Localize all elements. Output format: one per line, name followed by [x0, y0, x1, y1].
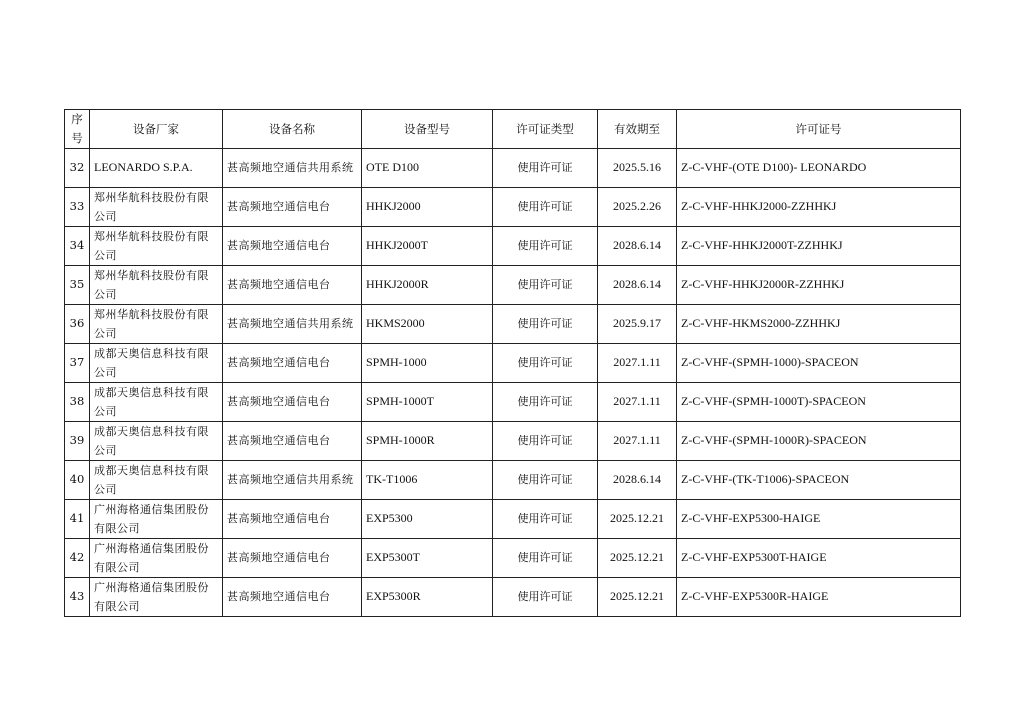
cell-manufacturer: 广州海格通信集团股份有限公司	[90, 499, 223, 538]
cell-license-type: 使用许可证	[493, 421, 598, 460]
cell-license-type: 使用许可证	[493, 265, 598, 304]
cell-license-number: Z-C-VHF-EXP5300T-HAIGE	[677, 538, 961, 577]
cell-seq: 43	[65, 577, 90, 616]
cell-device-name: 甚高频地空通信电台	[223, 343, 362, 382]
cell-device-name: 甚高频地空通信电台	[223, 538, 362, 577]
cell-valid-until: 2027.1.11	[598, 343, 677, 382]
table-row	[65, 538, 961, 577]
cell-license-type: 使用许可证	[493, 304, 598, 343]
cell-license-number: Z-C-VHF-EXP5300R-HAIGE	[677, 577, 961, 616]
cell-device-model: SPMH-1000T	[362, 382, 493, 421]
cell-device-name: 甚高频地空通信共用系统	[223, 149, 362, 188]
cell-device-name: 甚高频地空通信共用系统	[223, 460, 362, 499]
header-license-number: 许可证号	[677, 110, 961, 149]
cell-seq: 32	[65, 149, 90, 188]
cell-license-number: Z-C-VHF-(SPMH-1000R)-SPACEON	[677, 421, 961, 460]
cell-device-model: HHKJ2000T	[362, 226, 493, 265]
cell-valid-until: 2027.1.11	[598, 421, 677, 460]
cell-manufacturer: 成都天奥信息科技有限公司	[90, 421, 223, 460]
cell-license-type: 使用许可证	[493, 343, 598, 382]
cell-manufacturer: 郑州华航科技股份有限公司	[90, 187, 223, 226]
document-page	[64, 109, 961, 617]
table-header-row	[65, 110, 961, 149]
license-table	[64, 109, 961, 617]
cell-valid-until: 2027.1.11	[598, 382, 677, 421]
table-row	[65, 577, 961, 616]
cell-license-number: Z-C-VHF-(OTE D100)- LEONARDO	[677, 149, 961, 188]
cell-valid-until: 2028.6.14	[598, 460, 677, 499]
table-row	[65, 343, 961, 382]
cell-license-type: 使用许可证	[493, 382, 598, 421]
cell-license-type: 使用许可证	[493, 187, 598, 226]
cell-device-name: 甚高频地空通信电台	[223, 187, 362, 226]
table-row	[65, 421, 961, 460]
header-device-name: 设备名称	[223, 110, 362, 149]
table-row	[65, 304, 961, 343]
cell-seq: 37	[65, 343, 90, 382]
cell-manufacturer: 成都天奥信息科技有限公司	[90, 343, 223, 382]
cell-license-number: Z-C-VHF-(SPMH-1000)-SPACEON	[677, 343, 961, 382]
cell-license-type: 使用许可证	[493, 499, 598, 538]
cell-manufacturer: 郑州华航科技股份有限公司	[90, 265, 223, 304]
cell-license-type: 使用许可证	[493, 149, 598, 188]
cell-device-model: EXP5300R	[362, 577, 493, 616]
header-device-model: 设备型号	[362, 110, 493, 149]
cell-seq: 38	[65, 382, 90, 421]
table-body	[65, 149, 961, 617]
cell-manufacturer: 成都天奥信息科技有限公司	[90, 460, 223, 499]
cell-valid-until: 2025.2.26	[598, 187, 677, 226]
cell-manufacturer: LEONARDO S.P.A.	[90, 149, 223, 188]
cell-device-model: HKMS2000	[362, 304, 493, 343]
table-row	[65, 265, 961, 304]
table-row	[65, 149, 961, 188]
cell-valid-until: 2025.12.21	[598, 538, 677, 577]
cell-seq: 42	[65, 538, 90, 577]
cell-seq: 41	[65, 499, 90, 538]
cell-device-name: 甚高频地空通信电台	[223, 226, 362, 265]
cell-seq: 35	[65, 265, 90, 304]
cell-license-number: Z-C-VHF-EXP5300-HAIGE	[677, 499, 961, 538]
cell-valid-until: 2025.12.21	[598, 577, 677, 616]
table-row	[65, 226, 961, 265]
header-manufacturer: 设备厂家	[90, 110, 223, 149]
table-row	[65, 499, 961, 538]
cell-manufacturer: 郑州华航科技股份有限公司	[90, 226, 223, 265]
header-license-type: 许可证类型	[493, 110, 598, 149]
cell-valid-until: 2025.9.17	[598, 304, 677, 343]
table-row	[65, 460, 961, 499]
cell-device-model: EXP5300	[362, 499, 493, 538]
cell-valid-until: 2028.6.14	[598, 265, 677, 304]
cell-seq: 36	[65, 304, 90, 343]
cell-manufacturer: 郑州华航科技股份有限公司	[90, 304, 223, 343]
cell-device-model: TK-T1006	[362, 460, 493, 499]
cell-seq: 40	[65, 460, 90, 499]
header-valid-until: 有效期至	[598, 110, 677, 149]
cell-device-name: 甚高频地空通信电台	[223, 421, 362, 460]
cell-seq: 33	[65, 187, 90, 226]
cell-license-number: Z-C-VHF-HKMS2000-ZZHHKJ	[677, 304, 961, 343]
cell-manufacturer: 广州海格通信集团股份有限公司	[90, 577, 223, 616]
cell-license-type: 使用许可证	[493, 226, 598, 265]
cell-device-name: 甚高频地空通信共用系统	[223, 304, 362, 343]
cell-device-name: 甚高频地空通信电台	[223, 382, 362, 421]
header-seq: 序号	[65, 110, 90, 149]
cell-license-type: 使用许可证	[493, 577, 598, 616]
cell-device-model: EXP5300T	[362, 538, 493, 577]
cell-device-name: 甚高频地空通信电台	[223, 499, 362, 538]
cell-seq: 39	[65, 421, 90, 460]
cell-device-model: SPMH-1000R	[362, 421, 493, 460]
cell-manufacturer: 广州海格通信集团股份有限公司	[90, 538, 223, 577]
cell-seq: 34	[65, 226, 90, 265]
cell-license-number: Z-C-VHF-HHKJ2000T-ZZHHKJ	[677, 226, 961, 265]
cell-device-model: HHKJ2000R	[362, 265, 493, 304]
table-row	[65, 187, 961, 226]
cell-license-type: 使用许可证	[493, 538, 598, 577]
cell-device-name: 甚高频地空通信电台	[223, 265, 362, 304]
table-row	[65, 382, 961, 421]
cell-license-number: Z-C-VHF-HHKJ2000-ZZHHKJ	[677, 187, 961, 226]
cell-manufacturer: 成都天奥信息科技有限公司	[90, 382, 223, 421]
cell-valid-until: 2028.6.14	[598, 226, 677, 265]
cell-license-number: Z-C-VHF-(TK-T1006)-SPACEON	[677, 460, 961, 499]
cell-device-name: 甚高频地空通信电台	[223, 577, 362, 616]
cell-valid-until: 2025.5.16	[598, 149, 677, 188]
cell-license-number: Z-C-VHF-HHKJ2000R-ZZHHKJ	[677, 265, 961, 304]
cell-license-number: Z-C-VHF-(SPMH-1000T)-SPACEON	[677, 382, 961, 421]
cell-device-model: SPMH-1000	[362, 343, 493, 382]
cell-device-model: OTE D100	[362, 149, 493, 188]
cell-valid-until: 2025.12.21	[598, 499, 677, 538]
cell-device-model: HHKJ2000	[362, 187, 493, 226]
cell-license-type: 使用许可证	[493, 460, 598, 499]
